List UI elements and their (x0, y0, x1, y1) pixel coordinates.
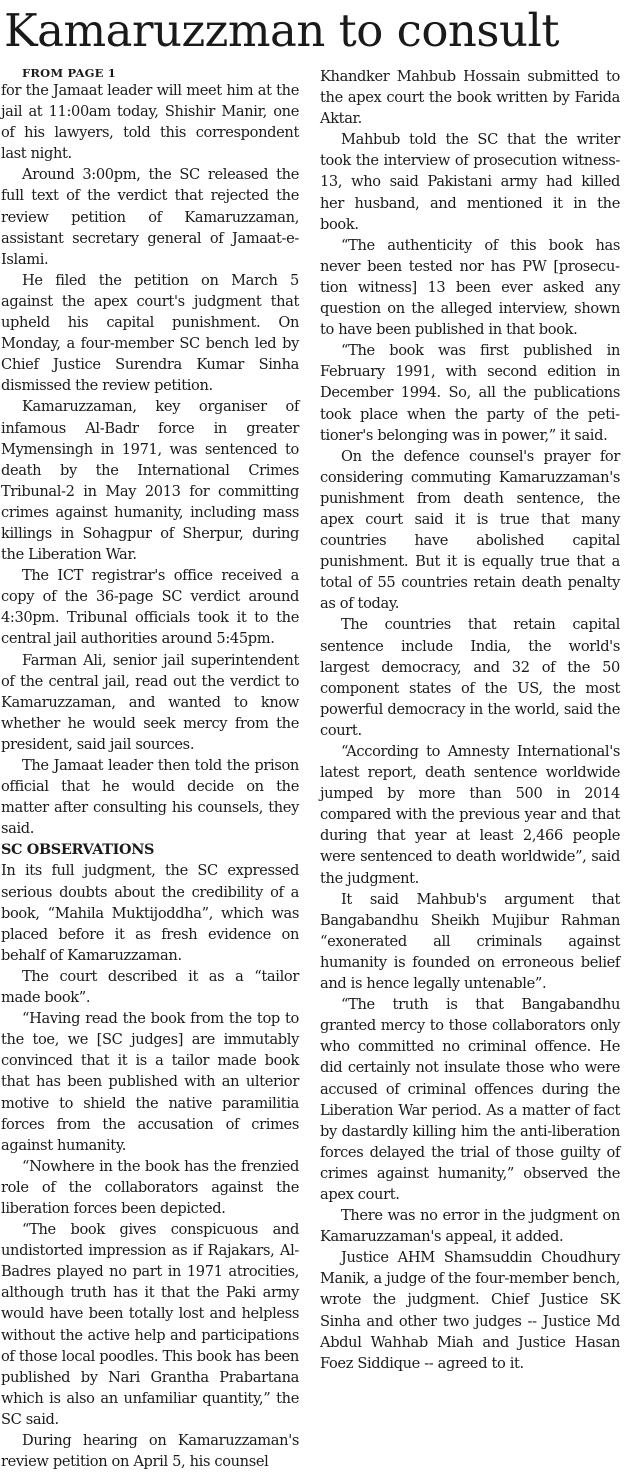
paragraph: Farman Ali, senior jail superintendent of the central jail, read out the verdict to Kamaruzzaman, and wanted to know whether he would seek mercy from the president, said jail sources. (1, 651, 299, 753)
article-column-right (320, 66, 620, 1374)
dateline: FROM PAGE 1 (22, 66, 116, 80)
paragraph: On the defence counsel's prayer for considering commuting Kamaruzzaman's punishment from death sentence, the apex court said it is true that many countries have abolished capital punishment. But it is equally true that a total of 55 countries retain death penalty as of today. (320, 447, 620, 613)
paragraph: Kamaruzzaman, key organiser of infamous Al-Badr force in greater Mymensingh in 1971, was sentenced to death by the International Crimes Tribunal-2 in May 2013 for committing crimes against humanity, including mass killings in Sohagpur of Sherpur, during the Liberation War. (1, 398, 299, 564)
paragraph: It said Mahbub's argument that Bangabandhu Sheikh Mujibur Rahman “exonerated all criminals against humanity is founded on erroneous belief and is hence legally untenable”. (320, 890, 620, 993)
paragraph: The countries that retain capital sentence include India, the world's largest democracy, and 32 of the 50 component states of the US, the most powerful democracy in the world, said the court. (320, 616, 620, 739)
paragraph: “Nowhere in the book has the frenzied role of the collaborators against the liberation forces been depicted. (1, 1157, 299, 1217)
paragraph: Mahbub told the SC that the writer took the interview of prosecution witness-13, who said Pakistani army had killed her husband, and mentioned it in the book. (320, 131, 620, 233)
paragraph: The ICT registrar's office received a copy of the 36-page SC verdict around 4:30pm. Tribunal officials took it to the central jail authorities around 5:45pm. (1, 567, 299, 648)
paragraph: “The authenticity of this book has never been tested nor has PW [prosecution witness] 13 been ever asked any question on the alleged interview, shown to have been published in that book. (320, 236, 620, 339)
subhead: SC OBSERVATIONS (1, 841, 155, 859)
paragraph: Khandker Mahbub Hossain submitted to the apex court the book written by Farida Aktar. (320, 68, 620, 128)
paragraph: In its full judgment, the SC expressed serious doubts about the credibility of a book, “Mahila Muktijoddha”, which was placed before it as fresh evidence on behalf of Kamaruzzaman. (1, 862, 299, 964)
paragraph: “The truth is that Bangabandhu granted mercy to those collaborators only who committed no criminal offence. He did certainly not insulate those who were accused of criminal offences during the Liberation War period. As a matter of fact by dastardly killing him the anti-liberation forces delayed the trial of those guilty of crimes against humanity,” observed the apex court. (320, 996, 620, 1203)
paragraph: The Jamaat leader then told the prison official that he would decide on the matter after consulting his counsels, they said. (1, 757, 299, 838)
paragraph: The court described it as a “tailor made book”. (1, 967, 299, 1007)
article-column-left (1, 66, 299, 1472)
paragraph: “Having read the book from the top to the toe, we [SC judges] are immutably convinced that it is a tailor made book that has been published with an ulterior motive to shield the native paramilitia forces from the accusation of crimes against humanity. (1, 1010, 299, 1154)
paragraph: There was no error in the judgment on Kamaruzzaman's appeal, it added. (320, 1207, 620, 1246)
paragraph: “According to Amnesty International's latest report, death sentence worldwide jumped by more than 500 in 2014 compared with the previous year and that during that year at least 2,466 people were sentenced to death worldwide”, said the judgment. (320, 743, 620, 887)
headline: Kamaruzzman to consult (4, 4, 559, 57)
paragraph: Justice AHM Shamsuddin Choudhury Manik, a judge of the four-member bench, wrote the judgment. Chief Justice SK Sinha and other two judges -- Justice Md Abdul Wahhab Miah and Justice Hasan Foez Siddique -- agreed to it. (320, 1249, 620, 1372)
paragraph: “The book gives conspicuous and undistorted impression as if Rajakars, Al-Badres played no part in 1971 atrocities, although truth has it that the Paki army would have been totally lost and helpless without the active help and participations of those local poodles. This book has been published by Nari Grantha Prabartana which is also an unfamiliar quantity,” the SC said. (1, 1221, 299, 1428)
paragraph: He filed the petition on March 5 against the apex court's judgment that upheld his capital punishment. On Monday, a four-member SC bench led by Chief Justice Surendra Kumar Sinha dismissed the review petition. (1, 271, 299, 395)
paragraph: Around 3:00pm, the SC released the full text of the verdict that rejected the review petition of Kamaruzzaman, assistant secretary general of Jamaat-e-Islami. (1, 166, 299, 268)
paragraph: for the Jamaat leader will meet him at the jail at 11:00am today, Shishir Manir, one of his lawyers, told this correspondent last night. (1, 82, 299, 163)
paragraph: “The book was first published in February 1991, with second edition in December 1994. So, all the publications took place when the party of the petitioner's belonging was in power,” it said. (320, 342, 620, 444)
paragraph: During hearing on Kamaruzzaman's review petition on April 5, his counsel (1, 1432, 299, 1471)
